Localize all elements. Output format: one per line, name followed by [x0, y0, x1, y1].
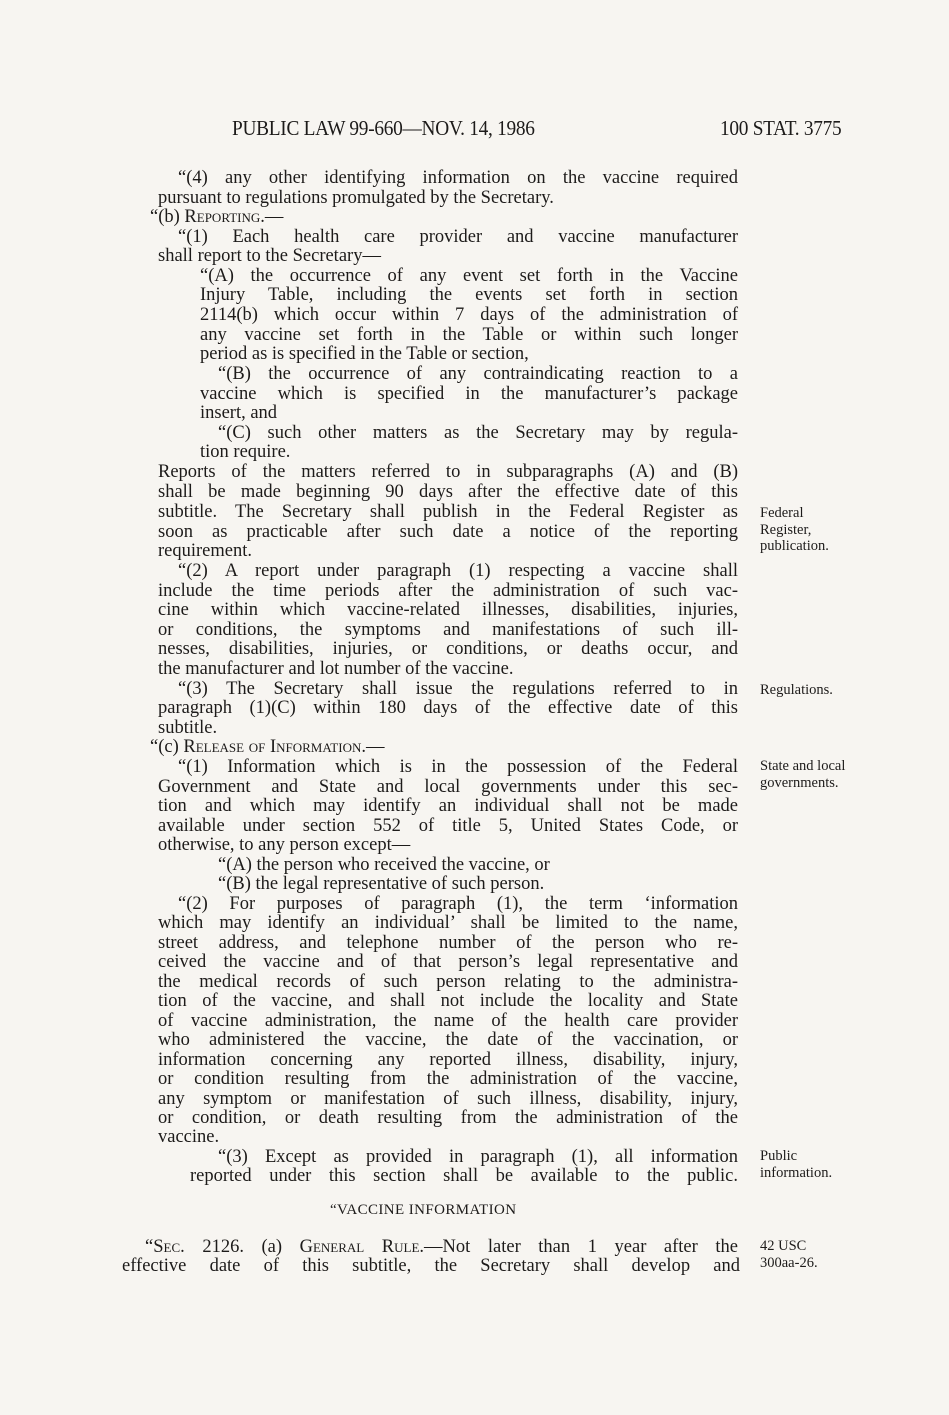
- running-header-title: PUBLIC LAW 99-660—NOV. 14, 1986: [232, 116, 535, 140]
- text-line: [200, 266, 738, 286]
- small-caps-heading: Reporting.: [184, 207, 265, 227]
- margin-note: [760, 758, 845, 791]
- text-segment: of vaccine administration, the name of the health care provider: [158, 1011, 738, 1031]
- text-line: [158, 659, 513, 679]
- text-segment: “(4) any other identifying information on the vaccine required: [178, 168, 738, 188]
- text-line: [158, 835, 410, 855]
- text-segment: “(1) Information which is in the possession of the Federal: [178, 757, 738, 777]
- margin-note-line: State and local: [760, 758, 846, 774]
- margin-note-line: governments.: [760, 774, 839, 791]
- text-segment: who administered the vaccine, the date of the vaccination, or: [158, 1030, 738, 1050]
- text-line: [158, 933, 738, 953]
- text-segment: the medical records of such person relating to the administra-: [158, 972, 738, 992]
- text-segment: period as is specified in the Table or section,: [200, 344, 529, 364]
- text-segment: information concerning any reported illness, disability, injury,: [158, 1050, 738, 1070]
- margin-note: [760, 682, 833, 699]
- text-line: [158, 1050, 738, 1070]
- margin-note-line: publication.: [760, 538, 829, 554]
- text-segment: reported under this section shall be available to the public.: [190, 1166, 738, 1186]
- text-line: [158, 1108, 738, 1128]
- text-line: [158, 718, 217, 738]
- text-segment: otherwise, to any person except—: [158, 835, 411, 855]
- small-caps-heading: Release of Information.: [183, 737, 366, 757]
- text-line: [158, 482, 738, 502]
- text-line: [200, 442, 290, 462]
- small-caps-heading: General Rule.: [299, 1237, 425, 1257]
- text-line: [158, 1089, 738, 1109]
- text-line: [218, 364, 738, 384]
- text-segment: —: [365, 737, 385, 757]
- text-segment: available under section 552 of title 5, United States Code, or: [158, 816, 738, 836]
- text-line: [200, 384, 738, 404]
- text-line: [218, 1147, 738, 1167]
- text-segment: “(3) The Secretary shall issue the regulations referred to in: [178, 679, 738, 699]
- text-segment: “(1) Each health care provider and vaccine manufacturer: [178, 227, 738, 247]
- text-line: [178, 561, 738, 581]
- text-line: [200, 403, 277, 423]
- text-line: [158, 462, 738, 482]
- text-segment: any symptom or manifestation of such illness, disability, injury,: [158, 1089, 738, 1109]
- section-heading: “VACCINE INFORMATION: [330, 1202, 517, 1218]
- text-segment: which may identify an individual’ shall be limited to the name,: [158, 913, 738, 933]
- text-segment: soon as practicable after such date a notice of the reporting: [158, 522, 738, 542]
- text-segment: “(2) A report under paragraph (1) respecting a vaccine shall: [178, 561, 738, 581]
- text-line: [158, 1030, 738, 1050]
- margin-note: [760, 1238, 818, 1271]
- margin-note-line: Regulations.: [760, 682, 833, 698]
- text-line: [150, 207, 283, 227]
- text-segment: vaccine.: [158, 1127, 220, 1147]
- text-segment: “(2) For purposes of paragraph (1), the term ‘information: [178, 894, 738, 914]
- text-line: [200, 325, 738, 345]
- text-segment: —Not later than 1 year after the: [424, 1237, 738, 1257]
- margin-note-line: Federal: [760, 505, 804, 521]
- text-segment: any vaccine set forth in the Table or within such longer: [200, 325, 738, 345]
- text-segment: “(B) the legal representative of such person.: [218, 874, 545, 894]
- text-line: [178, 894, 738, 914]
- margin-note-line: information.: [760, 1164, 833, 1181]
- text-segment: ceived the vaccine and of that person’s legal representative and: [158, 952, 738, 972]
- text-line: [158, 1011, 738, 1031]
- text-line: [200, 305, 738, 325]
- text-line: [218, 423, 738, 443]
- text-segment: —: [264, 207, 284, 227]
- text-segment: “(c): [150, 737, 184, 757]
- text-line: [178, 227, 738, 247]
- text-line: [178, 679, 738, 699]
- text-segment: insert, and: [200, 403, 278, 423]
- text-segment: “(C) such other matters as the Secretary may by regula-: [218, 423, 738, 443]
- text-line: [122, 1256, 740, 1276]
- margin-note-line: Public: [760, 1148, 798, 1164]
- text-line: [158, 913, 738, 933]
- text-line: [158, 188, 554, 208]
- text-segment: requirement.: [158, 541, 252, 561]
- text-line: [158, 246, 381, 266]
- text-segment: 2114(b) which occur within 7 days of the administration of: [200, 305, 738, 325]
- margin-note-line: 300aa-26.: [760, 1254, 818, 1271]
- text-line: [158, 600, 738, 620]
- text-segment: cine within which vaccine-related illnesses, disabilities, injuries,: [158, 600, 738, 620]
- text-segment: tion require.: [200, 442, 291, 462]
- text-line: [200, 285, 738, 305]
- text-line: [158, 796, 738, 816]
- text-segment: include the time periods after the administration of such vac-: [158, 581, 738, 601]
- text-line: [158, 952, 738, 972]
- text-line: [190, 1166, 738, 1186]
- text-line: [200, 344, 529, 364]
- text-line: [158, 972, 738, 992]
- text-line: [145, 1237, 738, 1257]
- text-line: [178, 757, 738, 777]
- text-segment: or conditions, the symptoms and manifestations of such ill-: [158, 620, 738, 640]
- text-segment: nesses, disabilities, injuries, or conditions, or deaths occur, and: [158, 639, 738, 659]
- text-segment: tion of the vaccine, and shall not include the locality and State: [158, 991, 738, 1011]
- text-segment: tion and which may identify an individual shall not be made: [158, 796, 738, 816]
- text-segment: shall report to the Secretary—: [158, 246, 381, 266]
- text-line: [158, 620, 738, 640]
- text-segment: Reports of the matters referred to in subparagraphs (A) and (B): [158, 462, 738, 482]
- margin-note-line: 42 USC: [760, 1238, 807, 1254]
- text-segment: pursuant to regulations promulgated by the Secretary.: [158, 188, 554, 208]
- text-line: [150, 737, 384, 757]
- text-line: [158, 502, 738, 522]
- text-segment: 2126. (a): [184, 1237, 300, 1257]
- text-segment: “: [145, 1237, 154, 1257]
- text-segment: “(B) the occurrence of any contraindicating reaction to a: [218, 364, 738, 384]
- margin-note: [760, 505, 829, 555]
- text-segment: “(A) the occurrence of any event set forth in the Vaccine: [200, 266, 738, 286]
- page-stat-number: 100 STAT. 3775: [720, 116, 842, 140]
- text-line: [218, 874, 544, 894]
- text-segment: “(3) Except as provided in paragraph (1), all information: [218, 1147, 738, 1167]
- text-segment: “(b): [150, 207, 185, 227]
- text-line: [158, 777, 738, 797]
- text-line: [158, 522, 738, 542]
- text-segment: the manufacturer and lot number of the vaccine.: [158, 659, 514, 679]
- text-line: [158, 816, 738, 836]
- text-segment: “(A) the person who received the vaccine, or: [218, 855, 550, 875]
- small-caps-heading: Sec.: [153, 1237, 185, 1257]
- text-line: [158, 1127, 219, 1147]
- text-line: [158, 1069, 738, 1089]
- text-segment: or condition resulting from the administration of the vaccine,: [158, 1069, 738, 1089]
- text-line: [158, 541, 252, 561]
- text-segment: subtitle.: [158, 718, 218, 738]
- text-line: [158, 581, 738, 601]
- text-line: [158, 639, 738, 659]
- text-segment: or condition, or death resulting from the administration of the: [158, 1108, 738, 1128]
- text-segment: subtitle. The Secretary shall publish in the Federal Register as: [158, 502, 738, 522]
- text-segment: paragraph (1)(C) within 180 days of the effective date of this: [158, 698, 738, 718]
- margin-note-line: Register,: [760, 521, 812, 538]
- text-segment: vaccine which is specified in the manufacturer’s package: [200, 384, 738, 404]
- margin-note: [760, 1148, 832, 1181]
- text-segment: Injury Table, including the events set forth in section: [200, 285, 738, 305]
- text-line: [158, 991, 738, 1011]
- text-line: [158, 698, 738, 718]
- text-segment: shall be made beginning 90 days after the effective date of this: [158, 482, 738, 502]
- text-segment: effective date of this subtitle, the Secretary shall develop and: [122, 1256, 740, 1276]
- text-segment: street address, and telephone number of the person who re-: [158, 933, 738, 953]
- text-line: [178, 168, 738, 188]
- text-line: [218, 855, 550, 875]
- text-segment: Government and State and local governments under this sec-: [158, 777, 738, 797]
